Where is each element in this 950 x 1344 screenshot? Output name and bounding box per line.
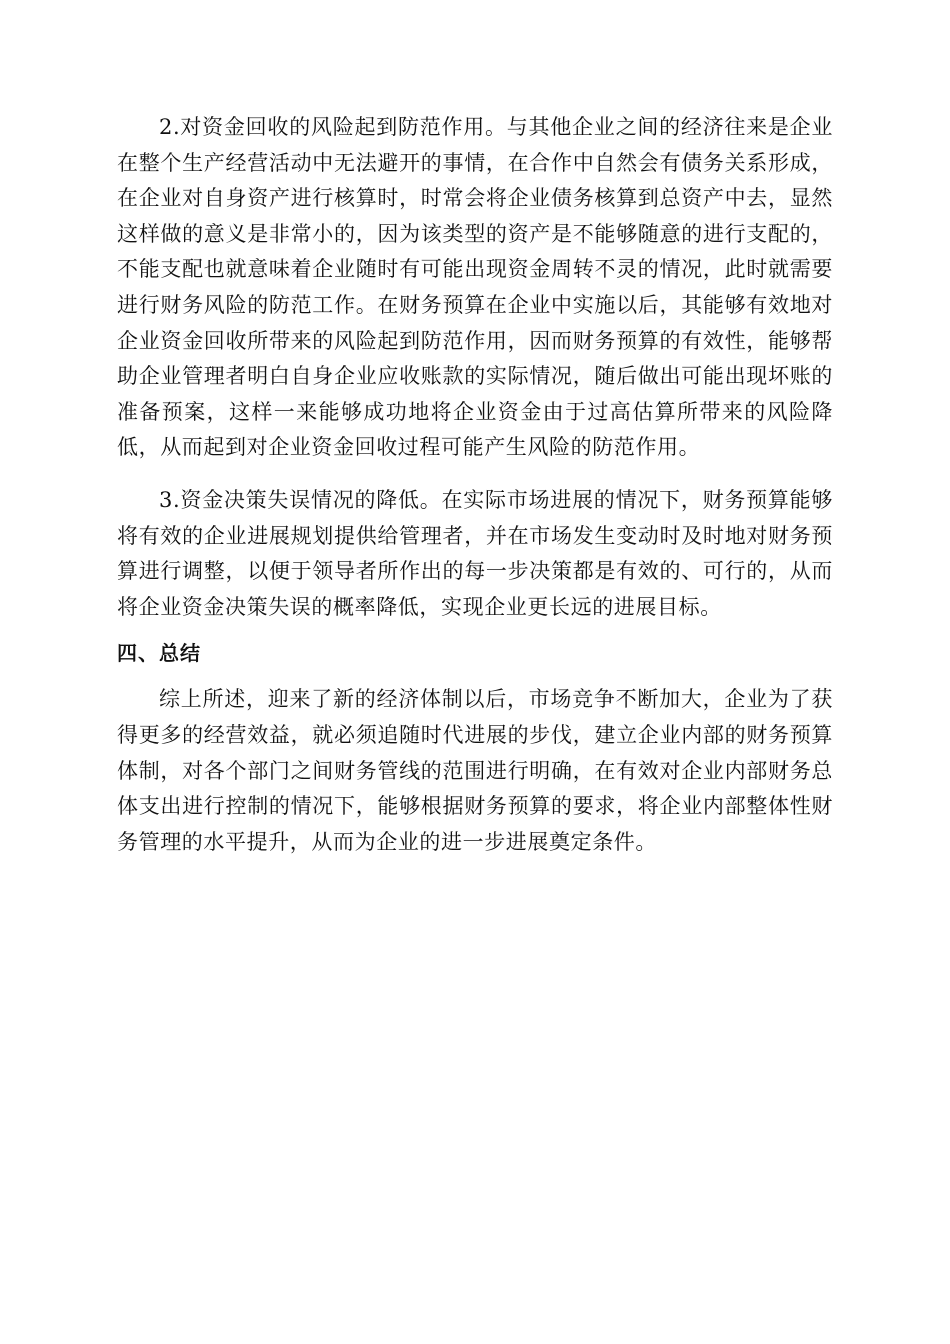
document-page <box>117 110 833 860</box>
paragraph-decision-error-reduction: 3.资金决策失误情况的降低。在实际市场进展的情况下，财务预算能够将有效的企业进展规划提供给管理者，并在市场发生变动时及时地对财务预算进行调整，以便于领导者所作出的每一步决策都是有效的、可行的，从而将企业资金决策失误的概率降低，实现企业更长远的进展目标。 <box>117 487 833 619</box>
paragraph-capital-recovery-risk: 2.对资金回收的风险起到防范作用。与其他企业之间的经济往来是企业在整个生产经营活动中无法避开的事情，在合作中自然会有债务关系形成，在企业对自身资产进行核算时，时常会将企业债务核算到总资产中去，显然这样做的意义是非常小的，因为该类型的资产是不能够随意的进行支配的，不能支配也就意味着企业随时有可能出现资金周转不灵的情况，此时就需要进行财务风险的防范工作。在财务预算在企业中实施以后，其能够有效地对企业资金回收所带来的风险起到防范作用，因而财务预算的有效性，能够帮助企业管理者明白自身企业应收账款的实际情况，随后做出可能出现坏账的准备预案，这样一来能够成功地将企业资金由于过高估算所带来的风险降低，从而起到对企业资金回收过程可能产生风险的防范作用。 <box>117 115 833 460</box>
section-heading-summary: 四、总结 <box>117 641 201 666</box>
paragraph-conclusion: 综上所述，迎来了新的经济体制以后，市场竞争不断加大，企业为了获得更多的经营效益，就必须追随时代进展的步伐，建立企业内部的财务预算体制，对各个部门之间财务管线的范围进行明确，在有效对企业内部财务总体支出进行控制的情况下，能够根据财务预算的要求，将企业内部整体性财务管理的水平提升，从而为企业的进一步进展奠定条件。 <box>117 687 833 854</box>
